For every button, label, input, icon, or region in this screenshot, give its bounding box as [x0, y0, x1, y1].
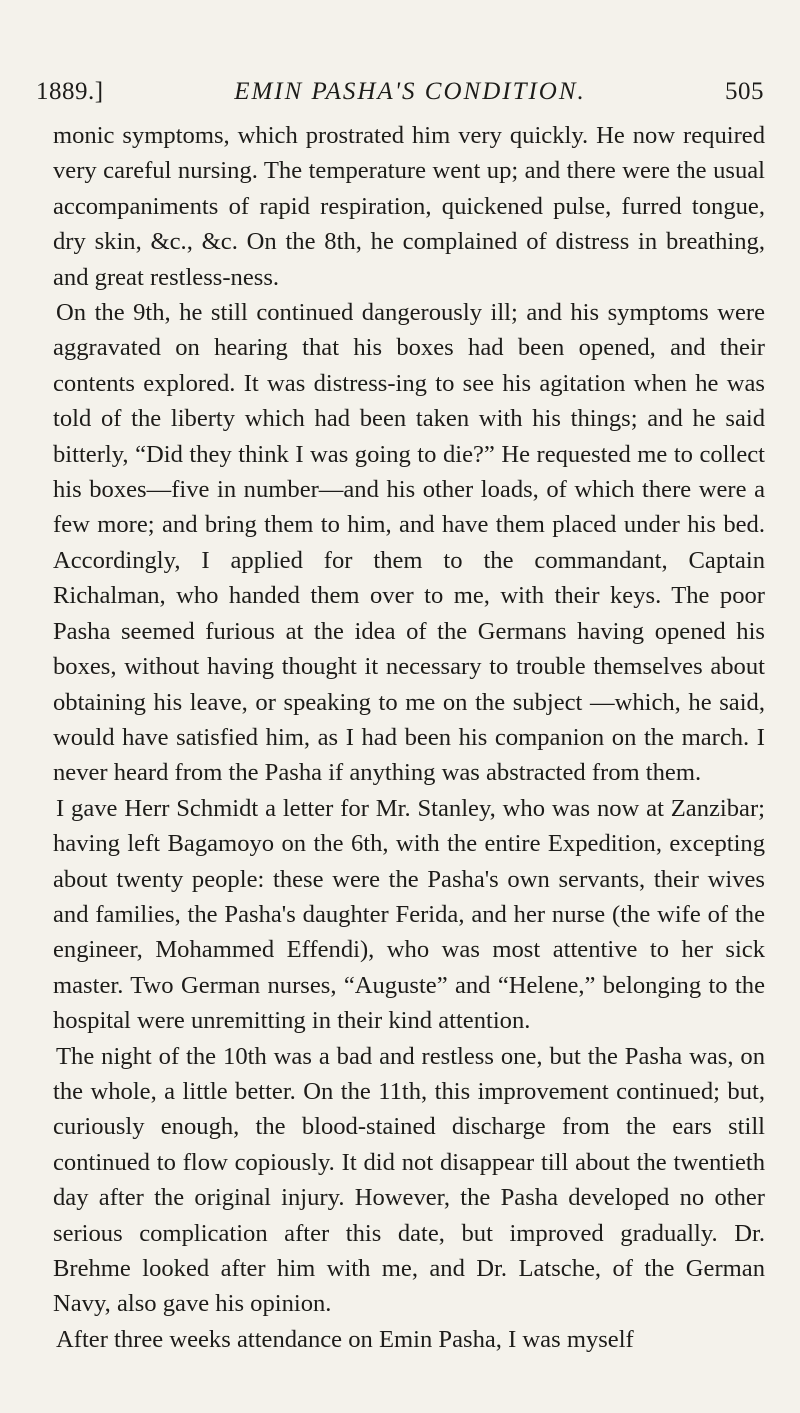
header-title: EMIN PASHA'S CONDITION. [234, 78, 586, 105]
paragraph-letter-stanley: I gave Herr Schmidt a letter for Mr. Stanley, who was now at Zanzibar; having left Bagamoyo on the 6th, with the entire Expedition, excepting about twenty people: these were the Pasha's own servants, their wives and families, the Pasha's daughter Ferida, and her nurse (the wife of the engineer, Mohammed Effendi), who was most attentive to her sick master. Two German nurses, “Auguste” and “Helene,” belonging to the hospital were unremitting in their kind attention. [53, 794, 765, 1035]
header-year: 1889.] [36, 78, 104, 105]
page-number: 505 [725, 78, 764, 105]
paragraph-boxes-opened: On the 9th, he still continued dangerously ill; and his symptoms were aggravated on hearing that his boxes had been opened, and their contents explored. It was distress-ing to see his agitation when he was told of the liberty which had been taken with his things; and he said bitterly, “Did they think I was going to die?” He requested me to collect his boxes—five in number—and his other loads, of which there were a few more; and bring them to him, and have them placed under his bed. Accordingly, I applied for them to the commandant, Captain Richalman, who handed them over to me, with their keys. The poor Pasha seemed furious at the idea of the Germans having opened his boxes, without having thought it necessary to trouble themselves about obtaining his leave, or speaking to me on the subject —which, he said, would have satisfied him, as I had been his companion on the march. I never heard from the Pasha if anything was abstracted from them. [53, 299, 765, 787]
body-text [53, 118, 765, 1357]
paragraph-three-weeks: After three weeks attendance on Emin Pasha, I was myself [56, 1325, 634, 1353]
paragraph-continuation: monic symptoms, which prostrated him very quickly. He now required very careful nursing. The temperature went up; and there were the usual accompaniments of rapid respiration, quickened pulse, furred tongue, dry skin, &c., &c. On the 8th, he complained of distress in breathing, and great restless-ness. [53, 122, 765, 291]
running-head [36, 78, 764, 118]
paragraph-night-10th: The night of the 10th was a bad and restless one, but the Pasha was, on the whole, a little better. On the 11th, this improvement continued; but, curiously enough, the blood-stained discharge from the ears still continued to flow copiously. It did not disappear till about the twentieth day after the original injury. However, the Pasha developed no other serious complication after this date, but improved gradually. Dr. Brehme looked after him with me, and Dr. Latsche, of the German Navy, also gave his opinion. [53, 1042, 765, 1318]
